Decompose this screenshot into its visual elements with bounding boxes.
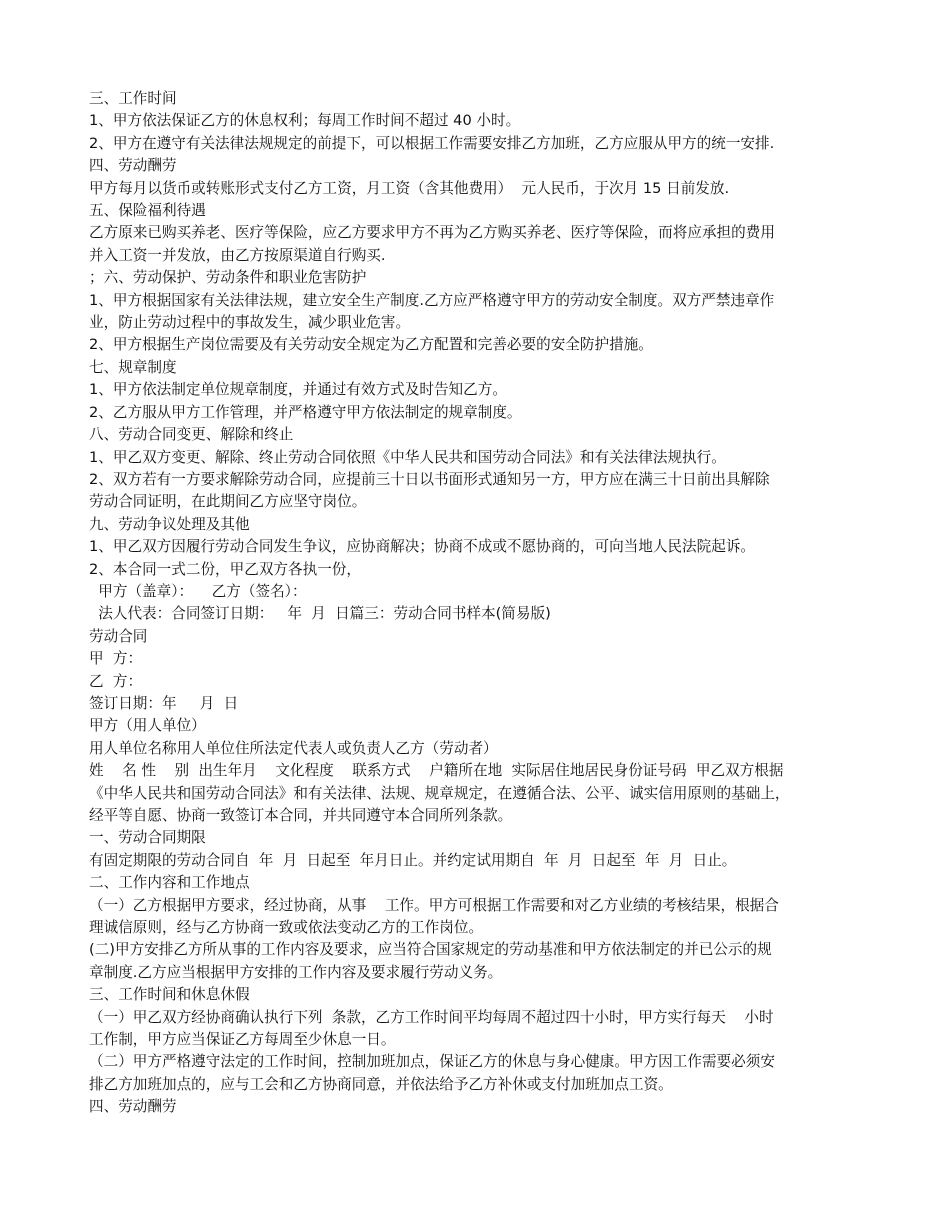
document-line: 八、劳动合同变更、解除和终止	[89, 426, 294, 444]
document-line: （一）甲乙双方经协商确认执行下列 条款，乙方工作时间平均每周不超过四十小时，甲方实行每天 小时	[89, 1008, 774, 1026]
document-line: 甲方每月以货币或转账形式支付乙方工资，月工资（含其他费用） 元人民币，于次月 15 日前发放.	[89, 179, 730, 197]
document-line: 1、甲方根据国家有关法律法规，建立安全生产制度.乙方应严格遵守甲方的劳动安全制度。双方严禁违章作	[89, 291, 775, 309]
document-line: 甲 方：	[89, 650, 143, 668]
document-line: 1、甲乙双方变更、解除、终止劳动合同依照《中华人民共和国劳动合同法》和有关法律法规执行。	[89, 448, 726, 466]
document-line: 法人代表：合同签订日期： 年 月 日篇三：劳动合同书样本(简易版)	[89, 605, 551, 623]
document-line: （二）甲方严格遵守法定的工作时间，控制加班加点，保证乙方的休息与身心健康。甲方因工作需要必须安	[89, 1053, 775, 1071]
document-line: 七、规章制度	[89, 358, 177, 376]
document-line: 劳动合同证明，在此期间乙方应坚守岗位。	[89, 493, 367, 511]
document-line: (二)甲方安排乙方所从事的工作内容及要求，应当符合国家规定的劳动基准和甲方依法制定的并已公示的规	[89, 941, 772, 959]
document-line: 2、甲方在遵守有关法律法规规定的前提下，可以根据工作需要安排乙方加班，乙方应服从甲方的统一安排.	[89, 134, 775, 152]
document-line: 章制度.乙方应当根据甲方安排的工作内容及要求履行劳动义务。	[89, 963, 503, 981]
document-line: 九、劳动争议处理及其他	[89, 515, 250, 533]
document-line: 1、甲方依法保证乙方的休息权利；每周工作时间不超过 40 小时。	[89, 112, 521, 130]
document-line: 排乙方加班加点的，应与工会和乙方协商同意，并依法给予乙方补休或支付加班加点工资。	[89, 1075, 673, 1093]
document-line: 工作制，甲方应当保证乙方每周至少休息一日。	[89, 1031, 396, 1049]
document-line: 2、本合同一式二份，甲乙双方各执一份，	[89, 560, 361, 578]
document-line: 2、甲方根据生产岗位需要及有关劳动安全规定为乙方配置和完善必要的安全防护措施。	[89, 336, 653, 354]
document-line: 2、乙方服从甲方工作管理，并严格遵守甲方依法制定的规章制度。	[89, 403, 522, 421]
document-line: 业，防止劳动过程中的事故发生，减少职业危害。	[89, 314, 411, 332]
document-body	[89, 88, 870, 1119]
document-line: 用人单位名称用人单位住所法定代表人或负责人乙方（劳动者）	[89, 739, 498, 757]
document-line: 二、工作内容和工作地点	[89, 874, 250, 892]
document-line: 四、劳动酬劳	[89, 1098, 177, 1116]
document-line: 三、工作时间	[89, 90, 177, 107]
document-line: （一）乙方根据甲方要求，经过协商，从事 工作。甲方可根据工作需要和对乙方业绩的考核结果，根据合	[89, 896, 779, 914]
document-line: 乙方原来已购买养老、医疗等保险，应乙方要求甲方不再为乙方购买养老、医疗等保险，而将应承担的费用	[89, 224, 775, 242]
document-line: 甲方（盖章）： 乙方（签名）：	[89, 582, 307, 600]
document-line: 签订日期：年 月 日	[89, 694, 239, 712]
document-line: 甲方（用人单位）	[89, 717, 206, 735]
document-line: 1、甲乙双方因履行劳动合同发生争议，应协商解决；协商不成或不愿协商的，可向当地人民法院起诉。	[89, 538, 756, 556]
document-line: 三、工作时间和休息休假	[89, 986, 250, 1004]
document-line: 劳动合同	[89, 627, 148, 645]
document-line: 2、双方若有一方要求解除劳动合同，应提前三十日以书面形式通知另一方，甲方应在满三十日前出具解除	[89, 470, 770, 488]
document-line: 一、劳动合同期限	[89, 829, 206, 847]
document-line: 并入工资一并发放，由乙方按原渠道自行购买.	[89, 246, 386, 264]
document-line: 理诚信原则，经与乙方协商一致或依法变动乙方的工作岗位。	[89, 919, 484, 937]
document-line: 五、保险福利待遇	[89, 202, 206, 220]
document-line: 经平等自愿、协商一致签订本合同，并共同遵守本合同所列条款。	[89, 807, 513, 824]
document-line: ；六、劳动保护、劳动条件和职业危害防护	[89, 269, 367, 287]
document-line: 乙 方：	[89, 672, 143, 690]
document-line: 四、劳动酬劳	[89, 157, 177, 175]
document-line: 有固定期限的劳动合同自 年 月 日起至 年月日止。并约定试用期自 年 月 日起至 年 月 日止。	[89, 851, 737, 869]
document-line: 《中华人民共和国劳动合同法》和有关法律、法规、规章规定，在遵循合法、公平、诚实信用原则的基础上，	[89, 784, 790, 802]
document-line: 1、甲方依法制定单位规章制度，并通过有效方式及时告知乙方。	[89, 381, 507, 399]
document-line: 姓 名 性 别 出生年月 文化程度 联系方式 户籍所在地 实际居住地居民身份证号码 甲乙双方根据	[89, 762, 784, 780]
